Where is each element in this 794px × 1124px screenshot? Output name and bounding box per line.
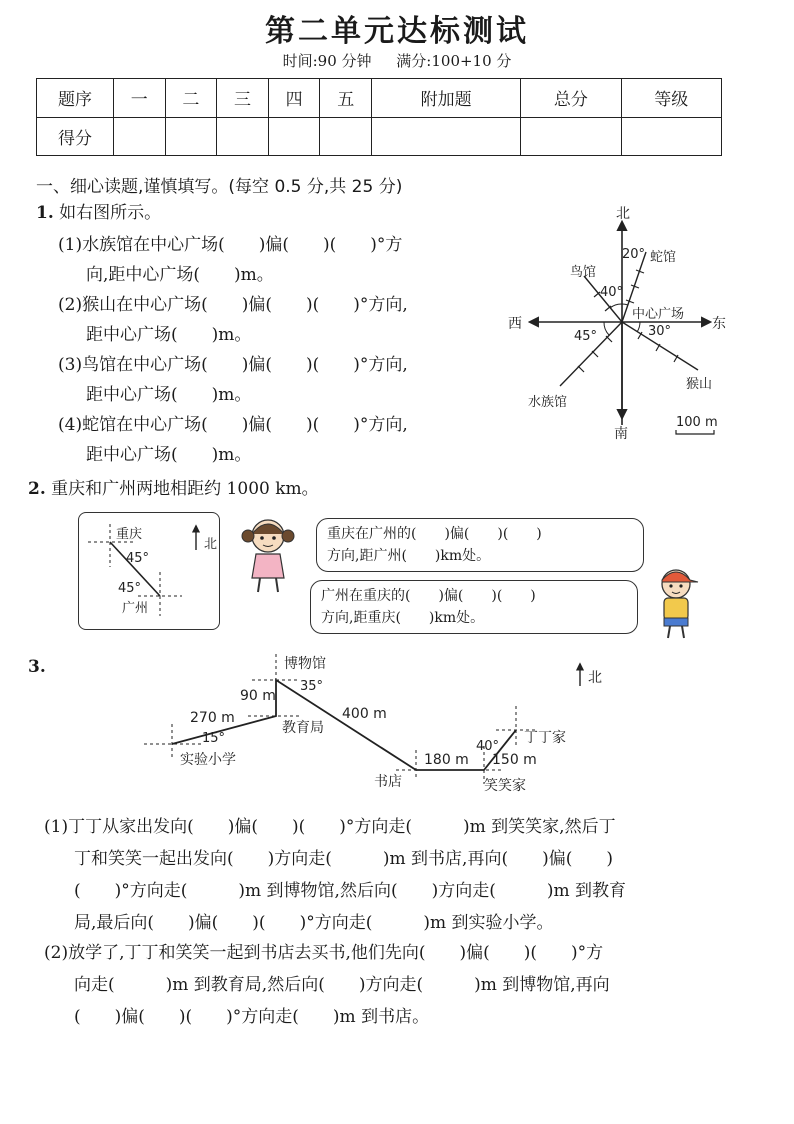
angle-xiaoxiao: 40° [476, 739, 500, 754]
speech-bubble-2 [310, 580, 638, 634]
total-score: 满分:100+10 分 [396, 52, 512, 70]
q1-item-1-line-2: 向,距中心广场( )m。 [86, 265, 274, 285]
table-cell: 二 [165, 79, 217, 118]
table-cell: 附加题 [372, 79, 521, 118]
q3-part1-line-4: 局,最后向( )偏( )( )°方向走( )m 到实验小学。 [74, 913, 554, 933]
score-input-cell[interactable] [217, 117, 269, 156]
dist-museum-book: 400 m [342, 706, 387, 722]
q2-map-diagram [78, 512, 220, 630]
score-input-cell[interactable] [114, 117, 166, 156]
question-3-number: 3. [28, 657, 46, 677]
dist-xiao-ding: 150 m [492, 752, 537, 768]
q3-part1-line-2: 丁和笑笑一起出发向( )方向走( )m 到书店,再向( )偏( ) [74, 849, 613, 869]
scale-bar [676, 430, 714, 434]
angle-bird: 40° [600, 285, 624, 300]
scale-label: 100 m [676, 415, 718, 430]
table-cell: 一 [114, 79, 166, 118]
compass-diagram [500, 200, 730, 445]
q3-part2-line-1: (2)放学了,丁丁和笑笑一起到书店去买书,他们先向( )偏( )( )°方 [44, 943, 604, 963]
angle-school: 15° [202, 731, 226, 746]
score-table-header-row [37, 79, 722, 118]
question-2-prompt [28, 478, 319, 500]
question-1-prompt [36, 202, 161, 224]
bubble-2-line-2: 方向,距重庆( )km处。 [321, 610, 485, 626]
bird-label: 鸟馆 [570, 265, 597, 280]
q1-item-2-line-2: 距中心广场( )m。 [86, 325, 252, 345]
bookstore-label: 书店 [374, 774, 402, 790]
center-label: 中心广场 [632, 307, 685, 322]
west-label: 西 [508, 316, 522, 332]
angle-arc [610, 304, 622, 308]
q3-part2-line-2: 向走( )m 到教育局,然后向( )方向走( )m 到博物馆,再向 [74, 975, 610, 995]
girl-illustration [236, 512, 300, 596]
angle-monkey: 30° [648, 324, 672, 339]
table-cell: 得分 [37, 117, 114, 156]
table-cell: 三 [217, 79, 269, 118]
angle-museum: 35° [300, 679, 324, 694]
dist-book-xiao: 180 m [424, 752, 469, 768]
bubble-1-line-1: 重庆在广州的( )偏( )( ) [327, 526, 542, 542]
score-input-cell[interactable] [165, 117, 217, 156]
q3-part1-line-3: ( )°方向走( )m 到博物馆,然后向( )方向走( )m 到教育 [74, 881, 627, 901]
north-label: 北 [204, 537, 218, 552]
dist-school-edu: 270 m [190, 710, 235, 726]
time-limit: 时间:90 分钟 [282, 52, 372, 70]
q3-part1-line-1: (1)丁丁从家出发向( )偏( )( )°方向走( )m 到笑笑家,然后丁 [44, 817, 616, 837]
aquarium-label: 水族馆 [528, 395, 568, 410]
q1-item-4-line-1: (4)蛇馆在中心广场( )偏( )( )°方向, [58, 415, 408, 435]
school-label: 实验小学 [180, 752, 236, 768]
angle-label-1: 45° [126, 551, 150, 566]
table-cell: 总分 [521, 79, 621, 118]
monkey-label: 猴山 [686, 377, 713, 392]
dist-museum-edu: 90 m [240, 688, 276, 704]
page-title: 第二单元达标测试 [265, 14, 529, 49]
score-input-cell[interactable] [268, 117, 320, 156]
q1-item-4-line-2: 距中心广场( )m。 [86, 445, 252, 465]
score-table [36, 78, 722, 156]
chongqing-label: 重庆 [116, 527, 143, 542]
table-cell: 等级 [621, 79, 721, 118]
table-cell: 题序 [37, 79, 114, 118]
question-text: 如右图所示。 [59, 203, 162, 223]
south-label: 南 [614, 426, 628, 442]
score-input-cell[interactable] [521, 117, 621, 156]
question-number: 2. [28, 479, 46, 499]
bubble-2-line-1: 广州在重庆的( )偏( )( ) [321, 588, 536, 604]
museum-label: 博物馆 [284, 656, 326, 672]
angle-label-2: 45° [118, 581, 142, 596]
q3-part2-line-3: ( )偏( )( )°方向走( )m 到书店。 [74, 1007, 430, 1027]
north-label: 北 [616, 206, 630, 222]
speech-bubble-1 [316, 518, 644, 572]
score-input-cell[interactable] [372, 117, 521, 156]
snake-label: 蛇馆 [650, 250, 677, 265]
exam-info [0, 50, 794, 71]
route-map-diagram [140, 650, 620, 798]
question-text: 重庆和广州两地相距约 1000 km。 [51, 479, 319, 499]
angle-arc [604, 322, 609, 335]
north-label: 北 [588, 670, 602, 686]
guangzhou-label: 广州 [122, 601, 149, 616]
angle-arc [637, 322, 640, 332]
q1-item-2-line-1: (2)猴山在中心广场( )偏( )( )°方向, [58, 295, 408, 315]
east-label: 东 [712, 316, 726, 332]
q1-item-3-line-2: 距中心广场( )m。 [86, 385, 252, 405]
score-input-cell[interactable] [320, 117, 372, 156]
angle-snake: 20° [622, 247, 646, 262]
angle-arc [622, 304, 628, 305]
table-cell: 五 [320, 79, 372, 118]
question-number: 1. [36, 203, 54, 223]
q1-item-1-line-1: (1)水族馆在中心广场( )偏( )( )°方 [58, 235, 403, 255]
score-input-cell[interactable] [621, 117, 721, 156]
q1-item-3-line-1: (3)鸟馆在中心广场( )偏( )( )°方向, [58, 355, 408, 375]
angle-aquarium: 45° [574, 329, 598, 344]
table-cell: 四 [268, 79, 320, 118]
xiaoxiao-label: 笑笑家 [484, 778, 526, 794]
section-title: 一、细心读题,谨慎填写。(每空 0.5 分,共 25 分) [36, 177, 403, 197]
dingding-label: 丁丁家 [524, 730, 566, 746]
education-label: 教育局 [282, 720, 324, 736]
score-table-score-row [37, 117, 722, 156]
boy-illustration [646, 562, 706, 640]
bubble-1-line-2: 方向,距广州( )km处。 [327, 548, 491, 564]
